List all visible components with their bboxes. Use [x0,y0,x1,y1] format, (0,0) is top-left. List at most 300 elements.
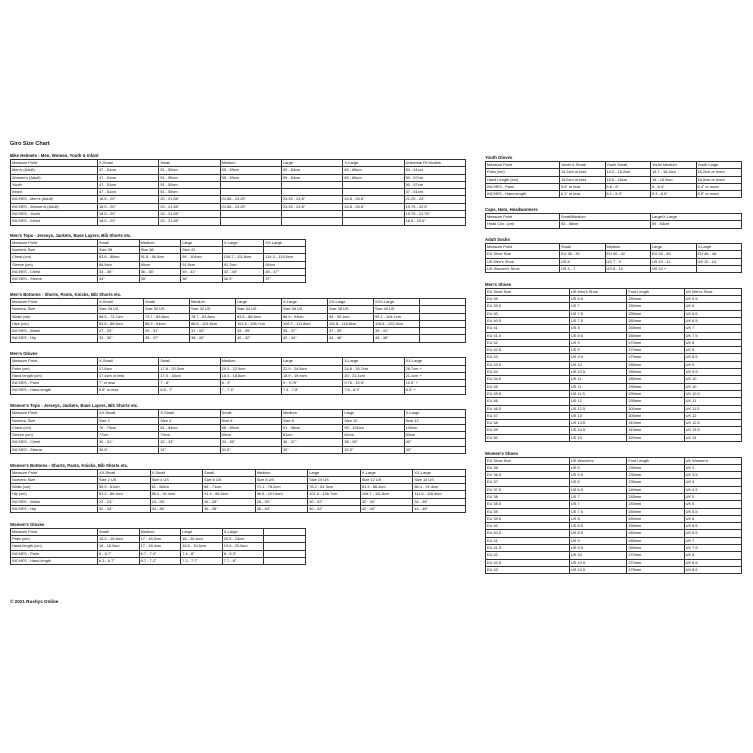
row-label-cell: INCHES - Waist [11,328,98,335]
row-label-cell: EU 40.5 [486,530,570,537]
row-label-cell: EU 38.5 [486,501,570,508]
table-row [11,491,466,498]
table-cell: Medium [255,469,308,476]
table-cell: UK 5 [684,501,741,508]
table-cell: Size 41 [181,246,223,253]
table-cell: 21.1cm + [404,372,465,379]
table-cell: 46 - 48" [374,335,420,342]
table-cell: Medium [139,528,181,535]
table-cell: 290mm [627,383,684,390]
size-table-section [10,292,465,343]
table-cell: XX-Large [404,358,465,365]
row-label-cell: Numeric Size [11,476,98,483]
table-cell: 250mm [627,303,684,310]
table-row [486,288,742,295]
row-label-cell: Chest (cm) [11,254,98,261]
table-cell: 6 - 6.7" [98,550,140,557]
table-cell: UK 6.5 [684,523,741,530]
table-cell: 94 - 99.1cm [328,313,374,320]
row-label-cell: Hand Length (cm) [486,176,560,183]
table-cell: US 7 [570,501,627,508]
table-cell: Size 4 [159,417,220,424]
table-row [11,432,466,439]
table-cell: 290mm [627,390,684,397]
section-title: Women's Bottoms - Shorts, Pants, Knicks, Bib Shorts etc. [10,462,129,468]
table-cell: 18.5 - 20" [98,211,159,218]
table-cell: Size 28 US [98,306,144,313]
table-cell: 18.5 - 20" [98,196,159,203]
row-label-cell: EU 36.5 [486,472,570,479]
table-cell: 6.1 - 6.3" [605,191,651,198]
table-cell [420,298,466,305]
table-cell: US 10.5 [570,559,627,566]
table-cell: 35 - 37" [144,335,190,342]
table-row [486,420,742,427]
table-row [11,239,306,246]
table-cell: 99.1 - 104.1cm [374,313,420,320]
row-label-cell: Waist (cm) [11,313,98,320]
table-cell: US 7.5 [570,310,627,317]
table-row [11,218,466,225]
table-cell: Youth Medium [651,162,697,169]
table-row [486,296,742,303]
section-title: Women's Gloves [10,521,45,527]
table-cell: 111.8 - 116.8cm [413,491,466,498]
table-cell: 47 - 51cm [404,189,465,196]
table-row [11,211,466,218]
size-table [10,528,306,565]
table-row [11,160,466,167]
table-cell: US 6 [560,258,606,265]
row-label-cell: EU 41 [486,325,570,332]
table-cell: XXX-Large [374,298,420,305]
row-label-cell: INCHES - Palm [11,380,98,387]
table-cell: 50 - 57cm [404,174,465,181]
table-cell: 36" [181,276,223,283]
row-label-cell: INCHES - Palm [486,183,560,190]
table-cell: UK 7.5 [684,545,741,552]
table-cell: Foot Length [627,457,684,464]
table-row [11,268,306,275]
table-cell: 31.5" [220,446,281,453]
copyright-footer: © 2021 Rushys Online [10,599,59,604]
table-cell: 265mm [627,325,684,332]
table-cell: 18.3 - 18.8cm [220,372,281,379]
table-cell: EU 43 - 45 [651,251,697,258]
row-label-cell: Palm (cm) [11,536,98,543]
table-cell: 315mm [627,427,684,434]
table-row [486,383,742,390]
table-cell: US 12 [570,398,627,405]
table-cell: Size 36 US [282,306,328,313]
table-cell [420,328,466,335]
table-cell: 66 - 71cm [203,484,256,491]
table-cell: Small/Medium [560,213,651,220]
row-label-cell: EU 39 [486,296,570,303]
table-cell: 18.5 - 20" [98,203,159,210]
table-cell [281,189,342,196]
table-row [11,410,466,417]
row-label-cell: Sleeve (cm) [11,261,98,268]
table-cell: 51 - 55cm [159,189,220,196]
table-cell: UK 8.5 [684,566,741,573]
table-cell: 265mm [627,332,684,339]
size-table [10,159,466,226]
table-cell: US 5 - 7 [560,265,606,272]
table-cell: 34 - 35" [220,439,281,446]
table-cell: X-Small [98,160,159,167]
table-cell: Foot Length [627,288,684,295]
size-table-section [485,451,745,575]
table-cell: US 7.5 [570,317,627,324]
table-cell: 73.7 - 83.8cm [144,313,190,320]
table-cell: US 6 [570,479,627,486]
table-cell [281,218,342,225]
table-cell: Size 35 [98,246,140,253]
table-cell: 111.8 - 116.8cm [328,320,374,327]
table-cell: 10.5" + [404,380,465,387]
row-label-cell: Measure Point [11,239,98,246]
row-label-cell: EU 40 [486,310,570,317]
table-cell: 59 - 63cm [281,174,342,181]
table-cell: 116.8 - 122.9cm [374,320,420,327]
table-cell: 20 - 21.65" [159,196,220,203]
table-row [486,559,742,566]
row-label-cell: EU 39.5 [486,515,570,522]
table-cell: 250mm [627,296,684,303]
table-cell: 21.65 - 23.25" [220,203,281,210]
table-row [11,424,466,431]
table-cell: 39 - 41" [374,328,420,335]
table-cell: 53 - 58cm [560,221,651,228]
table-row [11,181,466,188]
table-cell: 44 - 46" [328,335,374,342]
table-row [486,398,742,405]
table-row [486,412,742,419]
table-cell: 18.9 - 19.9cm [281,372,342,379]
table-cell: 17.8 - 20.3cm [159,365,220,372]
table-cell: 16.5cm or more [696,176,742,183]
table-cell: 33" [404,446,465,453]
table-cell: X-Small [150,469,203,476]
table-cell: 36.5" [222,276,264,283]
table-cell: Large [651,244,697,251]
row-label-cell: INCHES - Hand length [11,387,98,394]
table-cell: 86.4 - 91.4cm [413,484,466,491]
table-cell: 55 - 59cm [220,167,281,174]
table-cell: XX-Large [413,469,466,476]
table-cell: 37 - 39" [328,328,374,335]
table-cell: US 9.5 [570,545,627,552]
table-cell: EU 36 - 39 [560,251,606,258]
table-cell: 6.7 - 7.4" [139,550,181,557]
section-title: Bike Helmets - Men, Women, Youth & Infant [10,153,99,158]
table-cell: X-Small [159,410,220,417]
table-cell: US 7 [570,493,627,500]
table-cell: 7.4 - 8" [181,550,223,557]
row-label-cell: EU 41.5 [486,545,570,552]
table-cell: Large [281,160,342,167]
table-cell: 42 - 44" [360,505,413,512]
table-cell: 38 - 40" [255,505,308,512]
table-cell: 31" [159,446,220,453]
table-row [11,196,466,203]
table-cell: 7.8 - 8.3" [343,387,404,394]
table-cell: 79cm [159,432,220,439]
table-cell: Size 40 US [374,306,420,313]
table-cell: US 10 [570,361,627,368]
table-cell: 6.8 - 7" [159,387,220,394]
table-cell: Universal Fit Models [404,160,465,167]
table-cell [420,335,466,342]
table-cell: 81.3 - 86.4cm [98,491,151,498]
table-cell: 55 - 59cm [220,174,281,181]
table-cell: 106.7 - 111.8cm [282,320,328,327]
table-cell: 20 - 21.65" [159,211,220,218]
table-cell: Large [281,358,342,365]
table-cell: EU 46 - 48 [696,251,742,258]
table-cell: 240mm [627,486,684,493]
row-label-cell: EU 36 [486,464,570,471]
table-cell [343,181,404,188]
section-title: Women's Shoes [485,450,518,456]
section-title: Youth Gloves [485,155,513,160]
table-cell: 22 - 24" [98,498,151,505]
row-label-cell: INCHES - Men's (Adult) [11,196,98,203]
table-cell: 17.4 - 18cm [159,372,220,379]
size-table [10,469,466,514]
table-cell: US 12 - 14 [696,258,742,265]
table-cell: 76 - 79cm [98,424,159,431]
size-table [10,357,466,394]
table-row [486,339,742,346]
table-cell [696,265,742,272]
table-cell: Size 4 US [150,476,203,483]
row-label-cell: INCHES - Hand length [486,191,560,198]
row-label-cell: INCHES - Sleeve [11,276,98,283]
row-label-cell: INCHES - Chest [11,439,98,446]
row-label-cell: EU 47 [486,412,570,419]
row-label-cell: EU 50 [486,434,570,441]
row-label-cell: EU Shoe Size [486,288,570,295]
table-cell: 5.6" or less [560,183,606,190]
table-cell: XX-Large [264,239,306,246]
table-cell: 19.75 - 22.5" [404,203,465,210]
table-cell: 19.75 - 21.75" [404,211,465,218]
table-cell: UK 9.5 [684,369,741,376]
table-cell: 7 - 8" [159,380,220,387]
table-cell: 33 - 35" [236,328,282,335]
table-row [486,434,742,441]
table-cell: 235mm [627,479,684,486]
row-label-cell: Measure Point [11,358,98,365]
table-cell: UK 8 [684,347,741,354]
table-cell: 99 - 104cm [181,254,223,261]
table-cell: 8 - 9" [220,380,281,387]
table-cell: X-Large [222,528,264,535]
table-cell: 63 - 65cm [343,174,404,181]
table-cell: US 8 - 10 [605,265,651,272]
table-cell: XX-Small [98,469,151,476]
table-cell: X-Large [343,358,404,365]
table-cell: 71.1 - 76.2cm [255,484,308,491]
table-row [486,472,742,479]
table-cell: 32 - 34" [360,498,413,505]
table-cell: 6.8" or less [98,387,159,394]
table-row [11,417,466,424]
table-cell: 20 - 21.65" [159,203,220,210]
table-cell: Medium [139,239,181,246]
table-cell: 40" [404,439,465,446]
row-label-cell: EU 37.5 [486,486,570,493]
table-row [486,515,742,522]
size-table-section [10,351,465,394]
table-cell: 81cm [281,432,342,439]
table-cell: 36 - 38" [203,505,256,512]
table-cell: 86.9 - 94cm [282,313,328,320]
table-cell: US 6.5 [570,296,627,303]
row-label-cell: EU 40 [486,523,570,530]
table-row [486,390,742,397]
size-table-section [485,237,745,273]
table-row [486,213,742,220]
size-table-section [485,282,745,442]
table-cell: US 9.5 [570,354,627,361]
table-cell: US 5 [570,464,627,471]
table-row [486,258,742,265]
row-label-cell: INCHES - Youth [11,211,98,218]
row-label-cell: Hand length (cm) [11,372,98,379]
right-column [485,155,745,583]
table-cell: Size 2 [98,417,159,424]
table-cell: Large [343,410,404,417]
table-cell: US 11 [570,383,627,390]
table-cell: UK 5 [684,493,741,500]
table-cell: 91 - 96cm [281,424,342,431]
table-cell: 7.3 - 7.7" [181,557,223,564]
table-cell: US 11 [570,376,627,383]
table-cell: UK 4.5 [684,486,741,493]
table-cell: 310mm [627,420,684,427]
table-cell: UK 8 [684,339,741,346]
table-cell: Small [159,160,220,167]
table-cell: Size 6 US [203,476,256,483]
table-cell: 35 - 37" [282,328,328,335]
table-cell: UK 8.5 [684,559,741,566]
table-cell: Small [560,244,606,251]
table-cell: UK 12.5 [684,420,741,427]
table-row [11,298,466,305]
table-row [486,221,742,228]
row-label-cell: EU 48 [486,420,570,427]
table-cell: 99 - 104cm [343,424,404,431]
row-label-cell: US Women's Shoe [486,265,560,272]
table-cell: 265mm [627,545,684,552]
table-row [486,545,742,552]
table-cell: US 7 - 9 [605,258,651,265]
table-cell: 34 - 36" [150,505,203,512]
table-cell: 34" [98,276,140,283]
size-table [485,213,742,229]
row-label-cell: EU 39 [486,508,570,515]
table-cell: 32 - 33" [159,439,220,446]
row-label-cell: EU Shoe Size [486,457,570,464]
table-cell: 47 - 51cm [98,189,159,196]
section-title: Men's Gloves [10,351,38,357]
table-cell: X-Large [282,298,328,305]
table-cell [420,313,466,320]
row-label-cell: INCHES - Hand length [11,557,98,564]
table-cell: 114.3 - 119.5cm [264,254,306,261]
table-cell: 16 - 16.5cm [98,543,140,550]
table-cell: 8 - 8.3" [222,550,264,557]
table-cell: UK 5.5 [684,296,741,303]
size-table-section [10,233,465,284]
table-row [486,303,742,310]
table-cell: 80cm [220,432,281,439]
table-cell: UK 6 [684,515,741,522]
table-cell: 92.7cm [222,261,264,268]
table-cell: Size 30 US [144,306,190,313]
row-label-cell: EU 46 [486,398,570,405]
table-cell: 24.8 - 25.6" [343,203,404,210]
table-cell: 33 - 35" [98,268,140,275]
table-cell: UK 11.5 [684,405,741,412]
table-cell: 230mm [627,464,684,471]
row-label-cell: EU 42.5 [486,559,570,566]
table-cell: 101.6 - 106.7cm [308,491,361,498]
table-cell: 275mm [627,354,684,361]
row-label-cell: Numeric Size [11,246,98,253]
table-cell: UK 7 [684,537,741,544]
table-cell: X-Large [360,469,413,476]
table-row [11,505,466,512]
row-label-cell: Measure Point [11,528,98,535]
row-label-cell: INCHES - Hip [11,505,98,512]
table-cell: EU 40 - 42 [605,251,651,258]
table-cell: 250mm [627,515,684,522]
table-cell: Large [181,528,223,535]
table-cell: 20.3 - 22.9cm [220,365,281,372]
table-row [11,189,466,196]
table-cell: Large/X-Large [651,213,742,220]
table-cell: XX-Large [328,298,374,305]
table-cell: 265mm [627,537,684,544]
section-title: Caps, Hats, Headwarmers [485,206,538,212]
table-cell: 14.2cm or less [560,169,606,176]
table-cell: 39 - 41" [181,268,223,275]
row-label-cell: Measure Point [486,213,560,220]
table-cell: 295mm [627,398,684,405]
table-cell: 47 - 51cm [98,174,159,181]
table-cell: US 10 [570,552,627,559]
table-cell: 7 - 7.4" [220,387,281,394]
table-cell: UK 7.5 [684,332,741,339]
table-cell: 81.3 - 86.4cm [360,484,413,491]
table-cell: US 13 [570,412,627,419]
table-cell: 94cm [264,261,306,268]
table-row [486,332,742,339]
table-cell: 245mm [627,501,684,508]
table-cell: US Women's [570,457,627,464]
table-cell: 260mm [627,530,684,537]
table-cell: X-Small [98,358,159,365]
table-row [11,550,306,557]
table-cell: 51 - 55cm [159,167,220,174]
table-cell: X-Small [98,298,144,305]
table-cell: 6.4" or more [696,183,742,190]
table-row [486,310,742,317]
